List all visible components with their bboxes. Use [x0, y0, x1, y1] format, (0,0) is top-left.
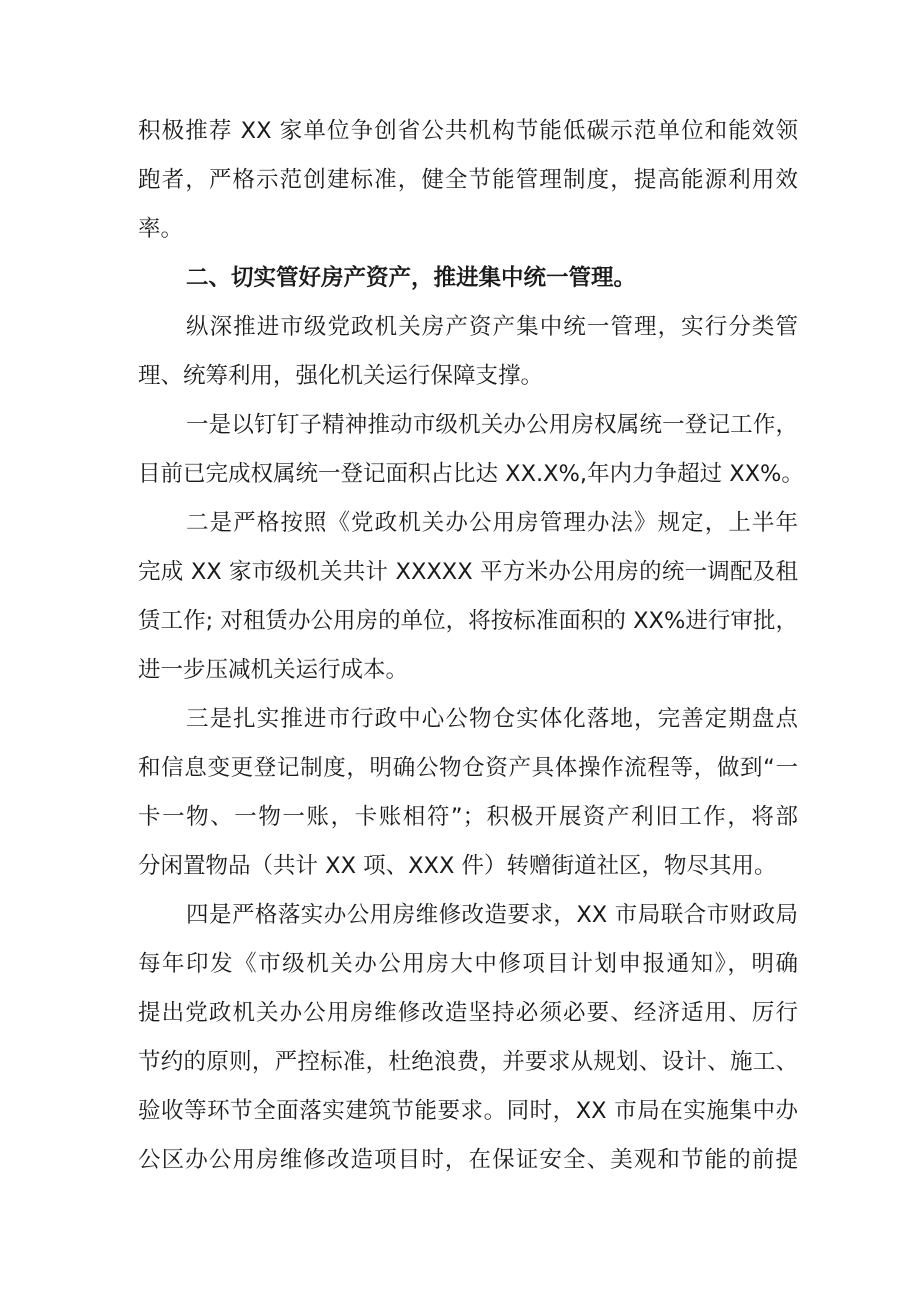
paragraph-4-line-1: 二是严格按照《党政机关办公用房管理办法》规定，上半年: [186, 510, 798, 536]
paragraph-6-line-2: 每年印发《市级机关办公用房大中修项目计划申报通知》，明确: [138, 951, 798, 977]
paragraph-1-line-3: 率。: [138, 216, 184, 242]
paragraph-3-line-2: 目前已完成权属统一登记面积占比达 XX.X%,年内力争超过 XX%。: [138, 461, 804, 487]
paragraph-6-line-6: 公区办公用房维修改造项目时，在保证安全、美观和节能的前提: [138, 1147, 798, 1173]
paragraph-6-line-4: 节约的原则，严控标准，杜绝浪费，并要求从规划、设计、施工、: [138, 1049, 798, 1075]
section-heading: 二、切实管好房产资产，推进集中统一管理。: [186, 265, 637, 291]
paragraph-3-line-1: 一是以钉钉子精神推动市级机关办公用房权属统一登记工作，: [186, 412, 798, 438]
paragraph-5-line-2: 和信息变更登记制度，明确公物仓资产具体操作流程等，做到“一: [138, 755, 798, 781]
paragraph-6-line-3: 提出党政机关办公用房维修改造坚持必须必要、经济适用、厉行: [138, 1000, 798, 1026]
paragraph-5-line-1: 三是扎实推进市行政中心公物仓实体化落地，完善定期盘点: [186, 706, 798, 732]
paragraph-6-line-5: 验收等环节全面落实建筑节能要求。同时，XX 市局在实施集中办: [138, 1098, 798, 1124]
paragraph-4-line-2: 完成 XX 家市级机关共计 XXXXX 平方米办公用房的统一调配及租: [138, 559, 798, 585]
paragraph-5-line-4: 分闲置物品（共计 XX 项、XXX 件）转赠街道社区，物尽其用。: [138, 853, 777, 879]
paragraph-2-line-1: 纵深推进市级党政机关房产资产集中统一管理，实行分类管: [186, 314, 798, 340]
paragraph-1-line-1: 积极推荐 XX 家单位争创省公共机构节能低碳示范单位和能效领: [138, 118, 798, 144]
paragraph-1-line-2: 跑者，严格示范创建标准，健全节能管理制度，提高能源利用效: [138, 167, 798, 193]
paragraph-4-line-4: 进一步压减机关运行成本。: [138, 657, 409, 683]
paragraph-5-line-3: 卡一物、一物一账，卡账相符”；积极开展资产利旧工作，将部: [138, 804, 798, 830]
paragraph-6-line-1: 四是严格落实办公用房维修改造要求，XX 市局联合市财政局: [186, 902, 798, 928]
paragraph-2-line-2: 理、统筹利用，强化机关运行保障支撑。: [138, 363, 544, 389]
paragraph-4-line-3: 赁工作; 对租赁办公用房的单位，将按标准面积的 XX%进行审批，: [138, 608, 798, 634]
